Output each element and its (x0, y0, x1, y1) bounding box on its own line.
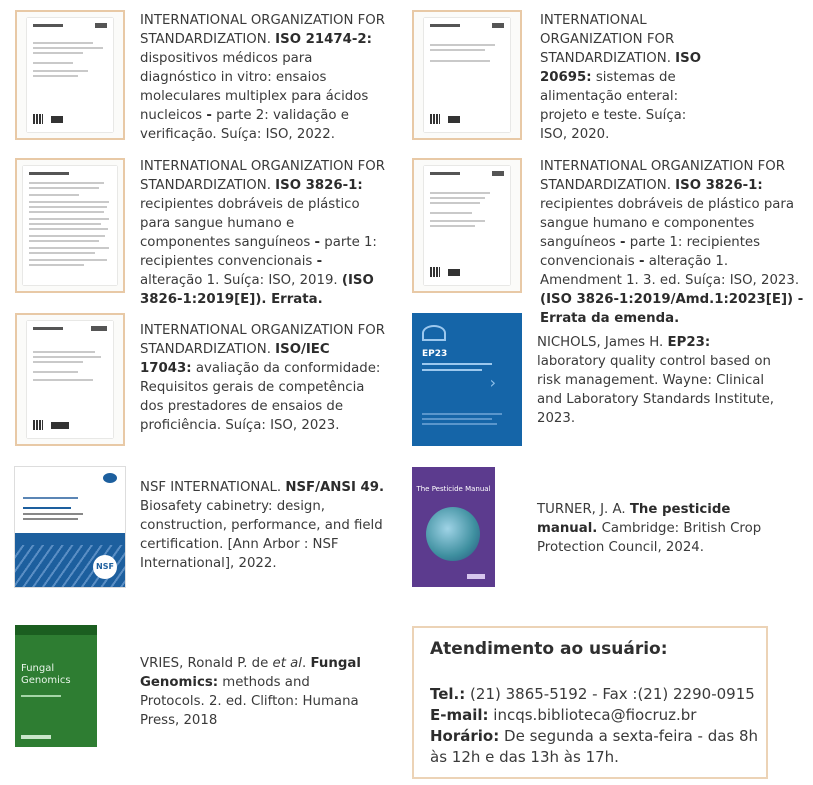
hours-row: Horário: De segunda a sexta-feira - das 8h às 12h e das 13h às 17h. (430, 727, 759, 766)
chevron-right-icon: › (489, 373, 496, 392)
author: INTERNATIONAL ORGANIZATION FOR STANDARDIZATION. (140, 159, 386, 193)
iso-amendment-cover-image (15, 158, 125, 293)
code: ISO 3826-1: (275, 178, 363, 193)
iso-cover-image (15, 313, 125, 446)
author: TURNER, J. A. (537, 502, 626, 517)
author: NSF INTERNATIONAL. (140, 480, 282, 495)
title: Cambridge: British Crop Protection Council, 2024. (537, 521, 762, 555)
author: NICHOLS, James H. (537, 335, 664, 350)
code: ISO 21474-2: (275, 32, 372, 47)
details: alteração 1. Suíça: ISO, 2019. (140, 273, 338, 288)
title: methods and Protocols. 2. ed. Clifton: Humana Press, 2018 (140, 675, 359, 728)
nsf-cover-image (15, 467, 125, 587)
contact-rows (430, 684, 766, 768)
title: recipientes dobráveis de plástico para sangue humano e componentes sanguíneos (140, 197, 360, 250)
iso-cover-image (15, 10, 125, 140)
pesticide-manual-cover-image (412, 467, 495, 587)
cover-title: The Pesticide Manual (416, 485, 491, 493)
contact-heading: Atendimento ao usuário: (430, 639, 668, 659)
reference-text: VRIES, Ronald P. de et al. Fungal Genomics: methods and Protocols. 2. ed. Clifton: Humana Press, 2018 (140, 656, 361, 728)
phone-value: (21) 3865-5192 - Fax :(21) 2290-0915 (470, 685, 755, 703)
errata: (ISO 3826-1:2019/Amd.1:2023[E]) - Errata da emenda. (540, 292, 804, 326)
title: laboratory quality control based on risk management. Wayne: Clinical and Laboratory Standards Institute, 2023. (537, 354, 774, 426)
iso-cover-image (412, 158, 522, 293)
phone-row: Tel.: (21) 3865-5192 - Fax :(21) 2290-0915 (430, 685, 755, 703)
contact-box (412, 626, 768, 779)
reference-text (140, 321, 385, 435)
title: sistemas de alimentação enteral: projeto e teste. Suíça: ISO, 2020. (540, 70, 687, 142)
details: alteração 1. Amendment 1. 3. ed. Suíça: ISO, 2023. (540, 254, 800, 288)
author: VRIES, Ronald P. de (140, 656, 269, 671)
hours-value: De segunda a sexta-feira - das 8h às 12h e das 13h às 17h. (430, 727, 759, 766)
globe-icon (426, 507, 480, 561)
reference-text (537, 500, 782, 557)
title: avaliação da conformidade: Requisitos gerais de competência dos prestadores de ensaios de proficiência. Suíça: ISO, 2023. (140, 361, 381, 433)
code: ISO/IEC 17043: (140, 342, 330, 376)
iso-cover-image (412, 10, 522, 140)
title: dispositivos médicos para diagnóstico in vitro: ensaios moleculares multiplex para ácidos nucleicos (140, 51, 369, 123)
email-row: E-mail: incqs.biblioteca@fiocruz.br (430, 706, 697, 724)
reference-text: INTERNATIONAL ORGANIZATION FOR STANDARDIZATION. ISO 3826-1: recipientes dobráveis de plástico para sangue humano e componentes sanguíneos - parte 1: recipientes convencionais - alteração 1. Suíça: ISO, 2019. (ISO 3826-1:2019[E]). Errata. (140, 159, 386, 307)
cover-label: EP23 (422, 349, 448, 359)
title: Biosafety cabinetry: design, construction, performance, and field certification. [Ann Arbor : NSF International], 2022. (140, 499, 383, 571)
reference-text (140, 478, 385, 573)
reference-text: INTERNATIONAL ORGANIZATION FOR STANDARDIZATION. ISO 3826-1: recipientes dobráveis de plástico para sangue humano e componentes sanguíneos - parte 1: recipientes convencionais - alteração 1. Amendment 1. 3. ed. Suíça: ISO, 2023. (ISO 3826-1:2019/Amd.1:2023[E]) - Errata da emenda. (540, 159, 804, 326)
nsf-badge-icon (103, 473, 117, 483)
fungal-genomics-cover-image (15, 625, 97, 747)
author: INTERNATIONAL ORGANIZATION FOR STANDARDIZATION. (540, 159, 786, 193)
code: ISO 3826-1: (675, 178, 763, 193)
errata: (ISO 3826-1:2019[E]). Errata. (140, 273, 374, 307)
reference-text (540, 11, 710, 144)
details: parte 2: validação e verificação. Suíça: ISO, 2022. (140, 108, 349, 142)
title: recipientes dobráveis de plástico para sangue humano e componentes sanguíneos (540, 197, 795, 250)
code: Fungal Genomics: (140, 656, 361, 690)
email-link[interactable]: incqs.biblioteca@fiocruz.br (493, 706, 697, 724)
code: EP23: (667, 335, 711, 350)
code: NSF/ANSI 49. (285, 480, 385, 495)
reference-text: INTERNATIONAL ORGANIZATION FOR STANDARDIZATION. ISO 21474-2: dispositivos médicos para diagnóstico in vitro: ensaios moleculares multiplex para ácidos nucleicos - parte 2: validação e verificação. Suíça: ISO, 2022. (140, 13, 386, 142)
code: The pesticide manual. (537, 502, 731, 536)
code: ISO 20695: (540, 51, 701, 85)
author: INTERNATIONAL ORGANIZATION FOR STANDARDIZATION. (540, 13, 675, 66)
author: INTERNATIONAL ORGANIZATION FOR STANDARDIZATION. (140, 323, 386, 357)
clsi-ep23-cover-image (412, 313, 522, 446)
reference-text (537, 333, 782, 428)
clsi-logo-icon (422, 325, 446, 341)
author: INTERNATIONAL ORGANIZATION FOR STANDARDIZATION. (140, 13, 386, 47)
nsf-logo: NSF (93, 555, 117, 579)
cover-title: Fungal Genomics (21, 663, 71, 686)
